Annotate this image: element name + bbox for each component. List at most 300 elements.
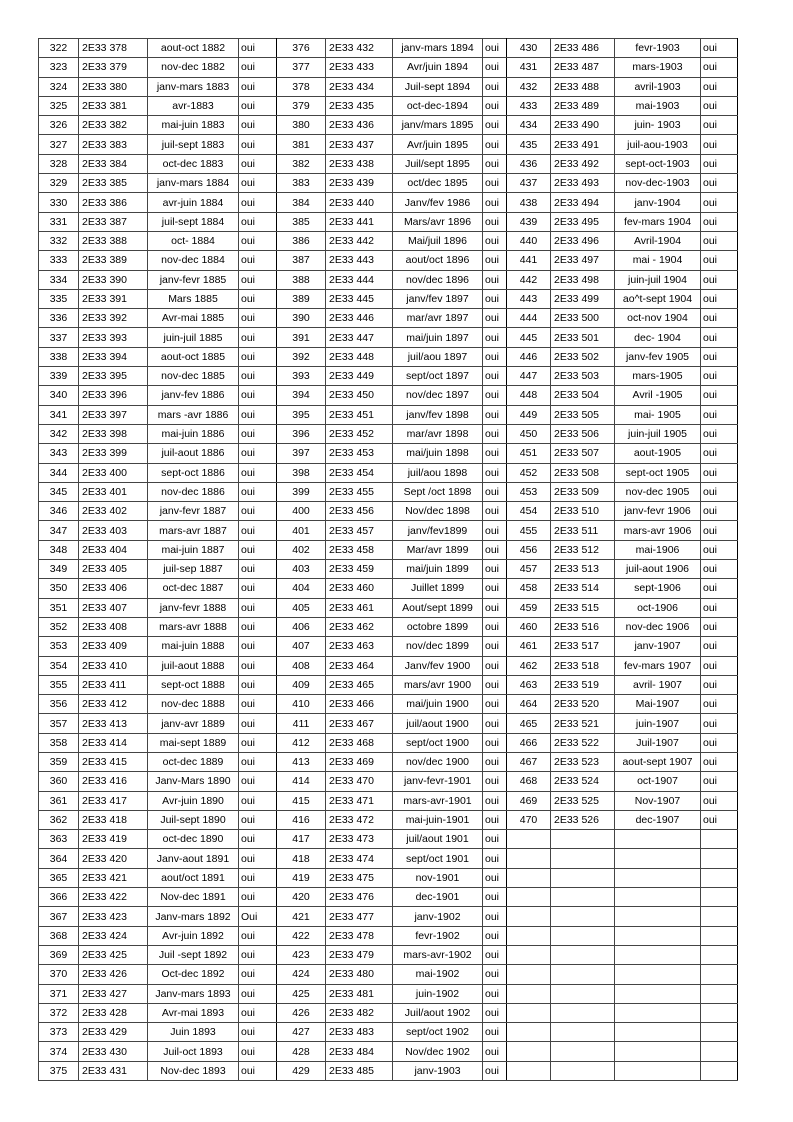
status-cell: oui (483, 347, 507, 366)
table-row (39, 154, 738, 173)
archive-code-cell: 2E33 493 (551, 174, 615, 193)
entry-number-cell: 419 (277, 868, 326, 887)
archive-code-cell: 2E33 453 (326, 444, 393, 463)
entry-number-cell: 399 (277, 482, 326, 501)
archive-code-cell: 2E33 415 (79, 752, 148, 771)
archive-code-cell: 2E33 521 (551, 714, 615, 733)
entry-number-cell: 358 (39, 733, 79, 752)
status-cell: oui (701, 328, 738, 347)
date-range-cell: mai-juin 1888 (148, 637, 239, 656)
archive-code-cell: 2E33 386 (79, 193, 148, 212)
entry-number-cell: 349 (39, 560, 79, 579)
date-range-cell (615, 849, 701, 868)
archive-code-cell: 2E33 525 (551, 791, 615, 810)
status-cell: oui (483, 772, 507, 791)
date-range-cell: mai-juin 1886 (148, 424, 239, 443)
date-range-cell: Nov-1907 (615, 791, 701, 810)
archive-code-cell (551, 945, 615, 964)
date-range-cell: Avr/juin 1894 (393, 58, 483, 77)
archive-code-cell: 2E33 411 (79, 675, 148, 694)
table-row (39, 521, 738, 540)
archive-code-cell: 2E33 424 (79, 926, 148, 945)
entry-number-cell: 385 (277, 212, 326, 231)
archive-code-cell: 2E33 434 (326, 77, 393, 96)
status-cell: oui (483, 270, 507, 289)
status-cell: oui (701, 39, 738, 58)
date-range-cell: janv-mars 1883 (148, 77, 239, 96)
status-cell (701, 965, 738, 984)
status-cell: oui (701, 791, 738, 810)
date-range-cell: mai/juin 1900 (393, 695, 483, 714)
date-range-cell: nov/dec 1900 (393, 752, 483, 771)
entry-number-cell: 340 (39, 386, 79, 405)
archive-code-cell: 2E33 513 (551, 560, 615, 579)
entry-number-cell: 437 (507, 174, 551, 193)
entry-number-cell: 333 (39, 251, 79, 270)
status-cell: oui (483, 1023, 507, 1042)
date-range-cell: sept/oct 1902 (393, 1023, 483, 1042)
entry-number-cell: 324 (39, 77, 79, 96)
date-range-cell: janv-mars 1884 (148, 174, 239, 193)
entry-number-cell: 322 (39, 39, 79, 58)
archive-code-cell: 2E33 511 (551, 521, 615, 540)
table-row (39, 656, 738, 675)
entry-number-cell: 409 (277, 675, 326, 694)
date-range-cell: sept-1906 (615, 579, 701, 598)
archive-code-cell: 2E33 450 (326, 386, 393, 405)
entry-number-cell: 392 (277, 347, 326, 366)
date-range-cell: mars -avr 1886 (148, 405, 239, 424)
archive-code-cell: 2E33 440 (326, 193, 393, 212)
status-cell: oui (239, 96, 277, 115)
table-row (39, 1023, 738, 1042)
entry-number-cell: 345 (39, 482, 79, 501)
entry-number-cell: 403 (277, 560, 326, 579)
entry-number-cell (507, 984, 551, 1003)
table-row (39, 560, 738, 579)
status-cell: oui (483, 945, 507, 964)
archive-code-cell: 2E33 479 (326, 945, 393, 964)
status-cell: oui (483, 598, 507, 617)
table-row (39, 675, 738, 694)
table-row (39, 1061, 738, 1080)
status-cell: oui (483, 926, 507, 945)
status-cell: oui (239, 251, 277, 270)
table-row (39, 733, 738, 752)
archive-code-cell: 2E33 393 (79, 328, 148, 347)
status-cell: oui (701, 96, 738, 115)
status-cell: oui (701, 695, 738, 714)
status-cell: oui (239, 810, 277, 829)
archive-code-cell: 2E33 514 (551, 579, 615, 598)
status-cell: oui (483, 984, 507, 1003)
table-row (39, 695, 738, 714)
entry-number-cell: 449 (507, 405, 551, 424)
status-cell: oui (239, 945, 277, 964)
date-range-cell: janv-fev 1905 (615, 347, 701, 366)
entry-number-cell: 459 (507, 598, 551, 617)
table-row (39, 772, 738, 791)
archive-code-cell: 2E33 502 (551, 347, 615, 366)
status-cell: oui (239, 193, 277, 212)
date-range-cell: mai-sept 1889 (148, 733, 239, 752)
entry-number-cell: 329 (39, 174, 79, 193)
archive-code-cell: 2E33 518 (551, 656, 615, 675)
table-row (39, 482, 738, 501)
entry-number-cell (507, 907, 551, 926)
date-range-cell: Mai/juil 1896 (393, 231, 483, 250)
table-row (39, 39, 738, 58)
date-range-cell: juil-aout 1888 (148, 656, 239, 675)
archive-code-cell: 2E33 401 (79, 482, 148, 501)
status-cell: oui (701, 193, 738, 212)
entry-number-cell: 353 (39, 637, 79, 656)
archive-code-cell: 2E33 446 (326, 309, 393, 328)
status-cell (701, 984, 738, 1003)
date-range-cell: Janv/fev 1900 (393, 656, 483, 675)
entry-number-cell: 464 (507, 695, 551, 714)
table-row (39, 77, 738, 96)
entry-number-cell: 373 (39, 1023, 79, 1042)
archive-code-cell: 2E33 520 (551, 695, 615, 714)
date-range-cell: mai-juin 1887 (148, 540, 239, 559)
status-cell: oui (483, 1003, 507, 1022)
status-cell: oui (239, 888, 277, 907)
entry-number-cell: 450 (507, 424, 551, 443)
entry-number-cell (507, 868, 551, 887)
date-range-cell: oct/dec 1895 (393, 174, 483, 193)
date-range-cell: juil/aout 1901 (393, 830, 483, 849)
entry-number-cell: 427 (277, 1023, 326, 1042)
archive-code-cell: 2E33 427 (79, 984, 148, 1003)
status-cell: oui (483, 502, 507, 521)
status-cell: oui (483, 231, 507, 250)
status-cell: oui (701, 560, 738, 579)
archive-code-cell: 2E33 407 (79, 598, 148, 617)
entry-number-cell: 339 (39, 367, 79, 386)
entry-number-cell: 420 (277, 888, 326, 907)
date-range-cell: janv-fev 1886 (148, 386, 239, 405)
entry-number-cell (507, 1023, 551, 1042)
archive-code-cell: 2E33 482 (326, 1003, 393, 1022)
archive-code-cell (551, 830, 615, 849)
entry-number-cell: 351 (39, 598, 79, 617)
date-range-cell: dec-1907 (615, 810, 701, 829)
archive-code-cell (551, 1023, 615, 1042)
entry-number-cell: 444 (507, 309, 551, 328)
status-cell: oui (483, 96, 507, 115)
date-range-cell: avr-juin 1884 (148, 193, 239, 212)
date-range-cell: juil-sept 1884 (148, 212, 239, 231)
entry-number-cell: 468 (507, 772, 551, 791)
table-row (39, 116, 738, 135)
entry-number-cell: 424 (277, 965, 326, 984)
entry-number-cell: 336 (39, 309, 79, 328)
archive-code-cell: 2E33 395 (79, 367, 148, 386)
archive-code-cell: 2E33 506 (551, 424, 615, 443)
entry-number-cell: 454 (507, 502, 551, 521)
archive-code-cell: 2E33 463 (326, 637, 393, 656)
date-range-cell: Avr-mai 1885 (148, 309, 239, 328)
date-range-cell: mai-juin-1901 (393, 810, 483, 829)
entry-number-cell: 431 (507, 58, 551, 77)
entry-number-cell: 402 (277, 540, 326, 559)
date-range-cell: avril-1903 (615, 77, 701, 96)
date-range-cell: juil-sept 1883 (148, 135, 239, 154)
entry-number-cell (507, 1003, 551, 1022)
status-cell: oui (483, 617, 507, 636)
entry-number-cell: 429 (277, 1061, 326, 1080)
date-range-cell: oct-dec 1883 (148, 154, 239, 173)
entry-number-cell: 378 (277, 77, 326, 96)
archive-code-cell: 2E33 491 (551, 135, 615, 154)
archive-code-cell: 2E33 480 (326, 965, 393, 984)
date-range-cell: aout-sept 1907 (615, 752, 701, 771)
date-range-cell: aout-oct 1882 (148, 39, 239, 58)
date-range-cell: janv/mars 1895 (393, 116, 483, 135)
date-range-cell: Mar/avr 1899 (393, 540, 483, 559)
entry-number-cell (507, 965, 551, 984)
archive-code-cell: 2E33 464 (326, 656, 393, 675)
status-cell (701, 1023, 738, 1042)
status-cell: oui (483, 675, 507, 694)
status-cell: oui (483, 116, 507, 135)
table-row (39, 907, 738, 926)
date-range-cell: nov-dec 1885 (148, 367, 239, 386)
status-cell: oui (701, 444, 738, 463)
date-range-cell: mai-1903 (615, 96, 701, 115)
status-cell: oui (483, 367, 507, 386)
status-cell: oui (239, 154, 277, 173)
entry-number-cell: 386 (277, 231, 326, 250)
date-range-cell: Janv/fev 1986 (393, 193, 483, 212)
date-range-cell: avril- 1907 (615, 675, 701, 694)
table-row (39, 540, 738, 559)
date-range-cell: juin-juil 1905 (615, 424, 701, 443)
archive-code-cell: 2E33 486 (551, 39, 615, 58)
archive-code-cell: 2E33 470 (326, 772, 393, 791)
entry-number-cell: 355 (39, 675, 79, 694)
status-cell: oui (483, 463, 507, 482)
date-range-cell: Juil/aout 1902 (393, 1003, 483, 1022)
date-range-cell: nov-dec 1882 (148, 58, 239, 77)
date-range-cell: octobre 1899 (393, 617, 483, 636)
archive-code-cell: 2E33 478 (326, 926, 393, 945)
archive-code-cell: 2E33 435 (326, 96, 393, 115)
date-range-cell: mars-avr-1902 (393, 945, 483, 964)
table-row (39, 945, 738, 964)
archive-code-cell: 2E33 448 (326, 347, 393, 366)
status-cell: oui (701, 463, 738, 482)
date-range-cell: Avr-mai 1893 (148, 1003, 239, 1022)
entry-number-cell: 387 (277, 251, 326, 270)
date-range-cell: aout/oct 1891 (148, 868, 239, 887)
date-range-cell: mar/avr 1898 (393, 424, 483, 443)
archive-code-cell: 2E33 472 (326, 810, 393, 829)
archive-code-cell: 2E33 416 (79, 772, 148, 791)
archive-code-cell (551, 926, 615, 945)
entry-number-cell: 326 (39, 116, 79, 135)
archive-code-cell: 2E33 476 (326, 888, 393, 907)
entry-number-cell: 453 (507, 482, 551, 501)
archive-code-cell: 2E33 387 (79, 212, 148, 231)
archive-code-cell: 2E33 495 (551, 212, 615, 231)
date-range-cell: nov-dec 1886 (148, 482, 239, 501)
archive-code-cell: 2E33 488 (551, 77, 615, 96)
status-cell: oui (701, 367, 738, 386)
status-cell: oui (483, 212, 507, 231)
status-cell: oui (483, 637, 507, 656)
date-range-cell: janv-1903 (393, 1061, 483, 1080)
entry-number-cell: 432 (507, 77, 551, 96)
date-range-cell (615, 945, 701, 964)
date-range-cell: Nov-dec 1891 (148, 888, 239, 907)
date-range-cell: janv/fev 1898 (393, 405, 483, 424)
archive-code-cell: 2E33 414 (79, 733, 148, 752)
date-range-cell: fevr-1902 (393, 926, 483, 945)
archive-code-cell: 2E33 397 (79, 405, 148, 424)
status-cell: oui (483, 193, 507, 212)
date-range-cell: janv-fevr 1885 (148, 270, 239, 289)
archive-code-cell: 2E33 423 (79, 907, 148, 926)
archive-code-cell (551, 1003, 615, 1022)
date-range-cell: janv/fev 1897 (393, 289, 483, 308)
entry-number-cell: 451 (507, 444, 551, 463)
status-cell: oui (483, 1061, 507, 1080)
date-range-cell: Aout/sept 1899 (393, 598, 483, 617)
entry-number-cell: 368 (39, 926, 79, 945)
status-cell: oui (701, 579, 738, 598)
archive-code-cell: 2E33 390 (79, 270, 148, 289)
date-range-cell (615, 926, 701, 945)
entry-number-cell: 433 (507, 96, 551, 115)
archive-code-cell: 2E33 420 (79, 849, 148, 868)
status-cell (701, 888, 738, 907)
date-range-cell: mars-avr 1887 (148, 521, 239, 540)
status-cell: oui (701, 656, 738, 675)
archive-code-cell: 2E33 519 (551, 675, 615, 694)
status-cell: oui (239, 656, 277, 675)
date-range-cell: mai/juin 1897 (393, 328, 483, 347)
entry-number-cell: 389 (277, 289, 326, 308)
status-cell: oui (239, 984, 277, 1003)
status-cell: oui (483, 907, 507, 926)
status-cell (701, 945, 738, 964)
archive-code-cell: 2E33 507 (551, 444, 615, 463)
entry-number-cell: 393 (277, 367, 326, 386)
entry-number-cell: 360 (39, 772, 79, 791)
archive-code-cell: 2E33 379 (79, 58, 148, 77)
archive-code-cell: 2E33 460 (326, 579, 393, 598)
status-cell: oui (701, 174, 738, 193)
status-cell: oui (701, 405, 738, 424)
entry-number-cell: 371 (39, 984, 79, 1003)
entry-number-cell: 334 (39, 270, 79, 289)
entry-number-cell: 410 (277, 695, 326, 714)
status-cell: oui (701, 424, 738, 443)
date-range-cell: oct-dec 1889 (148, 752, 239, 771)
status-cell: oui (483, 868, 507, 887)
status-cell: oui (483, 965, 507, 984)
status-cell: oui (239, 1042, 277, 1061)
status-cell: oui (483, 656, 507, 675)
date-range-cell: mai-juin 1883 (148, 116, 239, 135)
date-range-cell: mars-1905 (615, 367, 701, 386)
date-range-cell: mai-1906 (615, 540, 701, 559)
status-cell: oui (701, 58, 738, 77)
archive-code-cell: 2E33 402 (79, 502, 148, 521)
archive-code-cell (551, 849, 615, 868)
status-cell: oui (239, 367, 277, 386)
entry-number-cell: 365 (39, 868, 79, 887)
date-range-cell: mars-avr 1888 (148, 617, 239, 636)
status-cell: oui (239, 733, 277, 752)
status-cell (701, 830, 738, 849)
date-range-cell: Mars/avr 1896 (393, 212, 483, 231)
date-range-cell: mars-avr 1906 (615, 521, 701, 540)
entry-number-cell: 344 (39, 463, 79, 482)
archive-code-cell: 2E33 477 (326, 907, 393, 926)
status-cell: oui (239, 347, 277, 366)
table-body (39, 39, 738, 1081)
date-range-cell: juin-juil 1904 (615, 270, 701, 289)
status-cell: oui (239, 830, 277, 849)
status-cell: oui (239, 965, 277, 984)
archive-code-cell: 2E33 485 (326, 1061, 393, 1080)
archive-code-cell: 2E33 474 (326, 849, 393, 868)
entry-number-cell: 332 (39, 231, 79, 250)
table-row (39, 598, 738, 617)
entry-number-cell: 448 (507, 386, 551, 405)
entry-number-cell: 405 (277, 598, 326, 617)
status-cell: oui (483, 810, 507, 829)
archive-code-cell: 2E33 449 (326, 367, 393, 386)
entry-number-cell: 408 (277, 656, 326, 675)
status-cell: oui (483, 386, 507, 405)
status-cell: oui (483, 405, 507, 424)
status-cell: oui (239, 424, 277, 443)
status-cell: oui (239, 444, 277, 463)
date-range-cell: Nov/dec 1902 (393, 1042, 483, 1061)
status-cell: oui (239, 135, 277, 154)
date-range-cell: nov-dec 1905 (615, 482, 701, 501)
archive-code-cell: 2E33 404 (79, 540, 148, 559)
archive-code-cell: 2E33 459 (326, 560, 393, 579)
entry-number-cell: 327 (39, 135, 79, 154)
entry-number-cell: 362 (39, 810, 79, 829)
archive-code-cell: 2E33 458 (326, 540, 393, 559)
status-cell: oui (483, 560, 507, 579)
entry-number-cell: 367 (39, 907, 79, 926)
date-range-cell: nov-dec 1906 (615, 617, 701, 636)
status-cell (701, 868, 738, 887)
date-range-cell: oct-1907 (615, 772, 701, 791)
status-cell: oui (701, 772, 738, 791)
entry-number-cell: 350 (39, 579, 79, 598)
date-range-cell: Nov-dec 1893 (148, 1061, 239, 1080)
status-cell: oui (239, 540, 277, 559)
archive-code-cell: 2E33 517 (551, 637, 615, 656)
date-range-cell: mai- 1905 (615, 405, 701, 424)
entry-number-cell: 359 (39, 752, 79, 771)
archive-code-cell: 2E33 413 (79, 714, 148, 733)
status-cell: oui (239, 579, 277, 598)
status-cell: oui (239, 386, 277, 405)
date-range-cell: fev-mars 1907 (615, 656, 701, 675)
date-range-cell: oct- 1884 (148, 231, 239, 250)
table-row (39, 96, 738, 115)
status-cell: oui (701, 386, 738, 405)
